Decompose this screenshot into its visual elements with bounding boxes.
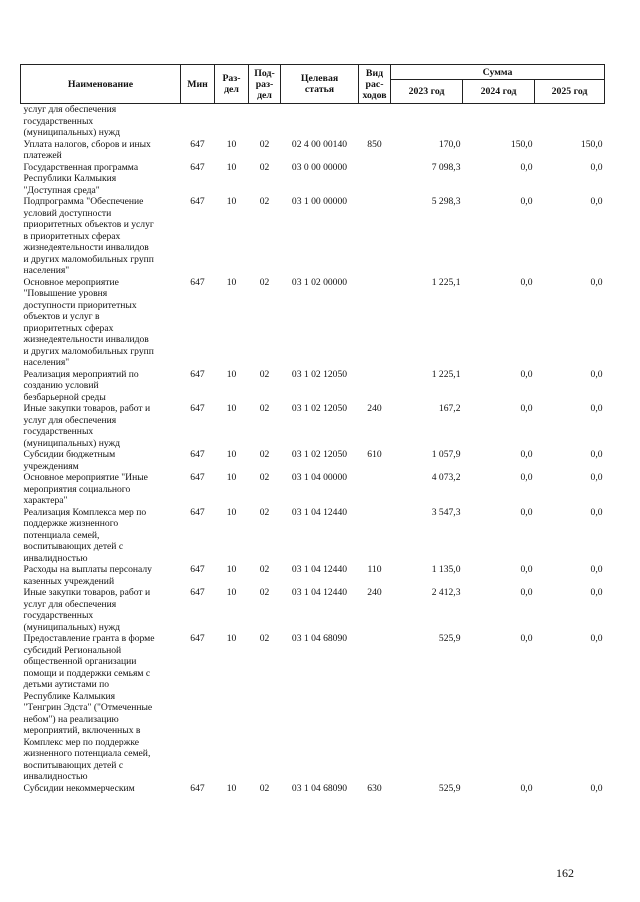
cell-min: 647	[190, 161, 205, 173]
cell-min: 647	[190, 782, 205, 794]
cell-vid	[359, 277, 391, 369]
cell-name: Иные закупки товаров, работ и услуг для обеспечения государственных (муниципальных) нужд	[23, 587, 151, 633]
cell-podrazdel: 02	[259, 138, 270, 150]
cell-2025: 150,0	[580, 138, 603, 150]
table-header	[21, 65, 605, 104]
cell-podrazdel: 02	[259, 449, 270, 460]
table-row	[21, 783, 605, 795]
cell-2025: 0,0	[590, 449, 603, 460]
cell-podrazdel: 02	[259, 161, 270, 173]
cell-razdel: 10	[226, 506, 237, 518]
cell-2025: 0,0	[590, 782, 603, 794]
cell-target: 03 1 04 68090	[291, 782, 348, 794]
cell-podrazdel: 02	[259, 564, 270, 575]
cell-target: 03 1 04 12440	[291, 564, 348, 575]
cell-2025: 0,0	[590, 368, 603, 380]
table-row	[21, 369, 605, 404]
cell-name: услуг для обеспечения государственных (муниципальных) нужд	[23, 104, 121, 138]
cell-vid: 850	[367, 138, 382, 150]
cell-name: Основное мероприятие "Повышение уровня доступности приоритетных объектов и услуг в приоритетных сферах жизнедеятельности инвалидов и других маломобильных групп населения"	[23, 276, 154, 368]
cell-2024: 0,0	[520, 782, 533, 794]
cell-2024: 0,0	[520, 633, 533, 644]
cell-2024: 0,0	[520, 472, 533, 483]
cell-razdel: 10	[226, 368, 237, 380]
cell-2023: 4 073,2	[431, 472, 461, 483]
cell-vid: 240	[367, 403, 382, 414]
cell-2023	[391, 104, 463, 139]
cell-min: 647	[190, 276, 205, 288]
cell-2025: 0,0	[590, 472, 603, 483]
cell-target: 03 1 02 00000	[291, 276, 348, 288]
cell-vid: 610	[367, 449, 382, 460]
cell-2025: 0,0	[590, 403, 603, 414]
cell-podrazdel: 02	[259, 368, 270, 380]
budget-table	[20, 64, 605, 794]
cell-razdel	[215, 104, 249, 139]
cell-2023: 1 135,0	[431, 564, 461, 575]
cell-min: 647	[190, 138, 205, 150]
cell-2023: 525,9	[438, 782, 461, 794]
table-row	[21, 564, 605, 587]
cell-name: Предоставление гранта в форме субсидий Региональной общественной организации помощи и поддержки семьям с детьми аутистами по Республике Калмыкия "Тенгрин Эдста" ("Отмеченные небом") на реализацию мероприятий, включенных в Комплекс мер по поддержке жизненного потенциала семей, воспитывающих детей с инвалидностью	[23, 633, 155, 782]
cell-2025: 0,0	[590, 587, 603, 598]
cell-2023: 1 225,1	[431, 276, 461, 288]
cell-min: 647	[190, 587, 205, 598]
cell-podrazdel: 02	[259, 472, 270, 483]
cell-min: 647	[190, 472, 205, 483]
table-row	[21, 403, 605, 449]
cell-2025	[535, 104, 605, 139]
cell-vid	[359, 507, 391, 565]
cell-name: Основное мероприятие "Иные мероприятия социального характера"	[23, 472, 148, 506]
cell-target: 03 1 04 12440	[291, 587, 348, 598]
cell-2024: 150,0	[510, 138, 533, 150]
cell-2024: 0,0	[520, 564, 533, 575]
cell-target: 02 4 00 00140	[291, 138, 348, 150]
cell-name: Реализация мероприятий по созданию условий безбарьерной среды	[23, 368, 139, 403]
budget-page	[20, 64, 604, 794]
cell-podrazdel: 02	[259, 506, 270, 518]
cell-min: 647	[190, 506, 205, 518]
header-min: Мин	[181, 65, 215, 104]
header-target: Целевая статья	[281, 65, 359, 104]
cell-name: Субсидии бюджетным учреждениям	[23, 449, 116, 472]
cell-vid	[359, 104, 391, 139]
cell-vid	[359, 472, 391, 507]
header-2025: 2025 год	[535, 80, 605, 104]
cell-2024: 0,0	[520, 506, 533, 518]
header-2024: 2024 год	[463, 80, 535, 104]
cell-2024	[463, 104, 535, 139]
cell-min: 647	[190, 633, 205, 644]
cell-target: 03 1 02 12050	[291, 449, 348, 460]
cell-vid: 240	[367, 587, 382, 598]
cell-2024: 0,0	[520, 587, 533, 598]
cell-vid	[359, 369, 391, 404]
cell-2025: 0,0	[590, 161, 603, 173]
page-number: 162	[556, 866, 574, 880]
cell-podrazdel	[249, 104, 281, 139]
cell-vid	[359, 162, 391, 197]
cell-2025: 0,0	[590, 506, 603, 518]
cell-2023: 5 298,3	[431, 196, 461, 207]
cell-target: 03 1 04 68090	[291, 633, 348, 644]
table-row	[21, 104, 605, 139]
cell-name: Реализация Комплекса мер по поддержке жизненного потенциала семей, воспитывающих детей с инвалидностью	[23, 506, 147, 564]
cell-razdel: 10	[226, 564, 237, 575]
cell-2023: 3 547,3	[431, 506, 461, 518]
cell-razdel: 10	[226, 782, 237, 794]
cell-razdel: 10	[226, 403, 237, 414]
cell-name: Расходы на выплаты персоналу казенных учреждений	[23, 564, 152, 587]
cell-name: Иные закупки товаров, работ и услуг для обеспечения государственных (муниципальных) нужд	[23, 403, 151, 449]
cell-2025: 0,0	[590, 276, 603, 288]
cell-podrazdel: 02	[259, 196, 270, 207]
cell-target	[281, 104, 359, 139]
cell-2023: 1 057,9	[431, 449, 461, 460]
header-name: Наименование	[21, 65, 181, 104]
cell-target: 03 1 04 12440	[291, 506, 348, 518]
cell-name: Уплата налогов, сборов и иных платежей	[23, 138, 151, 161]
cell-podrazdel: 02	[259, 587, 270, 598]
cell-2024: 0,0	[520, 368, 533, 380]
table-row	[21, 277, 605, 369]
cell-2025: 0,0	[590, 196, 603, 207]
table-row	[21, 449, 605, 472]
cell-2024: 0,0	[520, 449, 533, 460]
cell-target: 03 1 02 12050	[291, 368, 348, 380]
cell-min: 647	[190, 196, 205, 207]
cell-name: Субсидии некоммерческим	[23, 782, 135, 794]
header-2023: 2023 год	[391, 80, 463, 104]
header-sum: Сумма	[391, 65, 605, 80]
cell-2023: 167,2	[438, 403, 461, 414]
cell-vid	[359, 196, 391, 277]
cell-podrazdel: 02	[259, 403, 270, 414]
cell-2024: 0,0	[520, 276, 533, 288]
cell-vid: 630	[367, 782, 382, 794]
cell-2024: 0,0	[520, 403, 533, 414]
cell-min: 647	[190, 564, 205, 575]
cell-razdel: 10	[226, 138, 237, 150]
table-row	[21, 507, 605, 565]
cell-name: Государственная программа Республики Калмыкия "Доступная среда"	[23, 161, 139, 196]
table-row	[21, 162, 605, 197]
table-row	[21, 472, 605, 507]
cell-razdel: 10	[226, 472, 237, 483]
cell-2023: 525,9	[438, 633, 461, 644]
cell-podrazdel: 02	[259, 633, 270, 644]
cell-2024: 0,0	[520, 196, 533, 207]
cell-razdel: 10	[226, 449, 237, 460]
cell-2023: 2 412,3	[431, 587, 461, 598]
cell-min: 647	[190, 403, 205, 414]
table-row	[21, 587, 605, 633]
cell-razdel: 10	[226, 161, 237, 173]
cell-target: 03 1 00 00000	[291, 196, 348, 207]
cell-razdel: 10	[226, 587, 237, 598]
table-row	[21, 633, 605, 783]
cell-podrazdel: 02	[259, 276, 270, 288]
table-row	[21, 196, 605, 277]
header-podrazdel: Под- раз- дел	[249, 65, 281, 104]
cell-razdel: 10	[226, 633, 237, 644]
cell-2025: 0,0	[590, 633, 603, 644]
cell-target: 03 1 02 12050	[291, 403, 348, 414]
table-body	[21, 104, 605, 795]
cell-min: 647	[190, 449, 205, 460]
cell-razdel: 10	[226, 196, 237, 207]
cell-razdel: 10	[226, 276, 237, 288]
cell-name: Подпрограмма "Обеспечение условий доступности приоритетных объектов и услуг в приоритетных сферах жизнедеятельности инвалидов и других маломобильных групп населения"	[23, 196, 154, 276]
header-vid: Вид рас- ходов	[359, 65, 391, 104]
cell-2023: 1 225,1	[431, 368, 461, 380]
cell-2024: 0,0	[520, 161, 533, 173]
cell-2023: 7 098,3	[431, 161, 461, 173]
cell-min	[181, 104, 215, 139]
cell-target: 03 1 04 00000	[291, 472, 348, 483]
cell-2025: 0,0	[590, 564, 603, 575]
cell-min: 647	[190, 368, 205, 380]
table-row	[21, 139, 605, 162]
cell-target: 03 0 00 00000	[291, 161, 348, 173]
cell-vid: 110	[367, 564, 382, 575]
cell-podrazdel: 02	[259, 782, 270, 794]
cell-2023: 170,0	[438, 138, 461, 150]
header-razdel: Раз- дел	[215, 65, 249, 104]
cell-vid	[359, 633, 391, 783]
